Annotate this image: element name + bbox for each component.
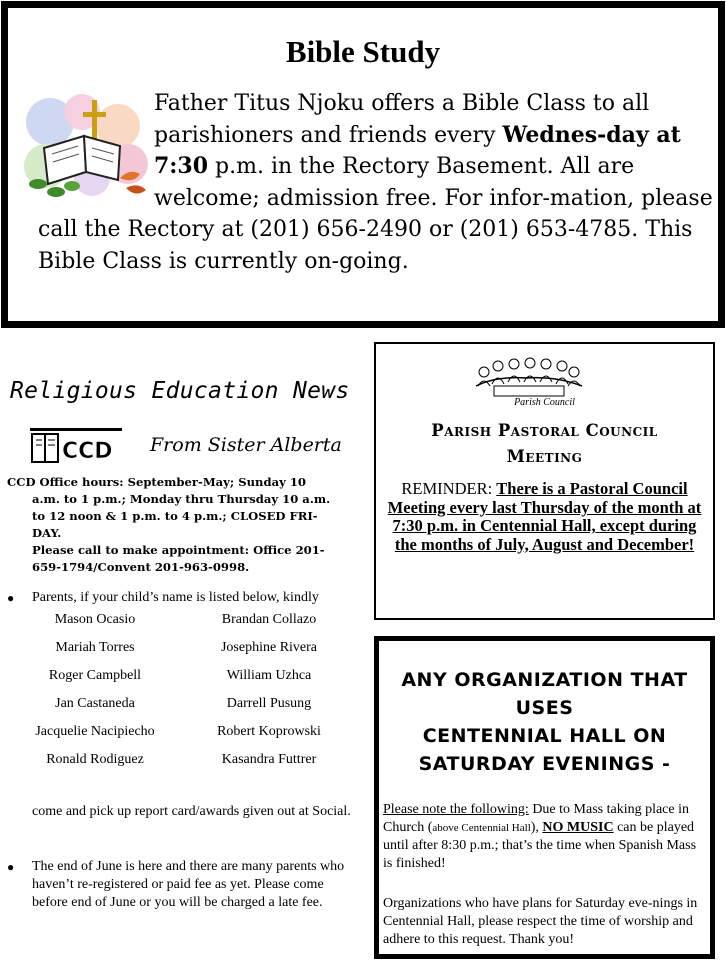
note-text: Due to Mass taking place in Church ( (383, 802, 689, 835)
student-name: Jan Castaneda (55, 696, 135, 711)
bullet-report-card (7, 589, 367, 609)
office-hours-line: 659-1794/Convent 201-963-0998. (32, 560, 250, 574)
parish-council-box (374, 342, 715, 620)
bible-text-part1: Father Titus Njoku offers a Bible Class to all parishioners and friends every (154, 91, 650, 148)
student-names-list (10, 611, 365, 779)
bullet-dot-icon: ● (7, 860, 15, 874)
title-line: SATURDAY EVENINGS - (418, 753, 671, 775)
note-small-text: above Centennial Hall (432, 822, 531, 834)
student-name: Ronald Rodiguez (46, 752, 144, 767)
note-text: can be played until after 8:30 p.m.; that’s the time when Spanish Mass is finished! (383, 820, 697, 871)
note-label: Please note the following: (383, 802, 529, 817)
organization-note (383, 801, 703, 873)
organization-request-text: Organizations who have plans for Saturday eve-nings in Centennial Hall, please respect the time of worship and adhere to this request. Thank you! (383, 896, 698, 947)
reminder-text: There is a Pastoral Council Meeting every last Thursday of the month at 7:30 p.m. in Centennial Hall, except during the months of July, August and December! (387, 479, 702, 554)
from-sister-alberta: From Sister Alberta (150, 434, 342, 456)
student-name: Kasandra Futtrer (221, 752, 317, 767)
title-line: CENTENNIAL HALL ON (422, 725, 667, 747)
name-row (10, 639, 365, 667)
name-row (10, 695, 365, 723)
bible-text-bold: Wednes-day at 7:30 (154, 121, 681, 179)
student-name: Brandan Collazo (221, 612, 317, 627)
parish-council-people-icon (474, 356, 584, 400)
note-text: ), (530, 820, 543, 835)
name-row (10, 667, 365, 695)
parish-council-title (376, 418, 713, 470)
student-name: Roger Campbell (48, 668, 142, 683)
office-hours-line: to 12 noon & 1 p.m. to 4 p.m.; CLOSED FRI- (32, 509, 318, 523)
ccd-logo-text: CCD (62, 439, 113, 464)
organization-notice-box (374, 636, 715, 959)
organization-notice-title (379, 666, 710, 778)
no-music-text: NO MUSIC (542, 820, 614, 835)
student-name: Mason Ocasio (54, 612, 136, 627)
office-hours-line: Please call to make appointment: Office 201- (32, 543, 325, 557)
title-line: ANY ORGANIZATION THAT (401, 669, 688, 691)
student-name: William Uzhca (226, 668, 312, 683)
bible-study-title: Bible Study (285, 34, 441, 69)
religious-education-heading: Religious Education News (10, 378, 350, 404)
title-line: Parish Pastoral Council (431, 421, 658, 440)
bullet-end-of-june (7, 858, 367, 938)
student-name: Jacquelie Nacipiecho (35, 724, 155, 739)
bible-study-box (1, 1, 725, 328)
student-name: Darrell Pusung (226, 696, 312, 711)
name-row (10, 723, 365, 751)
title-line: Meeting (506, 447, 583, 466)
bible-study-text (38, 88, 726, 277)
office-hours-line: a.m. to 1 p.m.; Monday thru Thursday 10 a.m. (32, 492, 331, 506)
name-row (10, 611, 365, 639)
student-name: Robert Koprowski (217, 724, 321, 739)
parish-council-logo-text: Parish Council (514, 397, 575, 408)
title-line: USES (515, 697, 574, 719)
bullet-text: The end of June is here and there are many parents who haven’t re-registered or paid fee as yet. Please come before end of June or you will be charged a late fee. (32, 859, 345, 910)
bible-text-part2: p.m. in the Rectory Basement. All are welcome; admission free. For infor-mation, please call the Rectory at (201) 656-2490 or (201) 653-4785. This Bible Class is currently on-going. (38, 154, 713, 274)
bullet-dot-icon: ● (7, 591, 15, 605)
office-hours-line: CCD Office hours: September-May; Sunday 10 (7, 475, 306, 489)
parish-council-reminder (380, 480, 709, 554)
report-card-text: come and pick up report card/awards given out at Social. (32, 804, 351, 819)
ccd-logo-icon (30, 428, 122, 464)
bullet-text: Parents, if your child’s name is listed below, kindly (32, 590, 319, 605)
name-row (10, 751, 365, 779)
reminder-label: REMINDER: (401, 479, 497, 498)
office-hours-line: DAY. (32, 526, 62, 540)
ccd-office-hours (7, 474, 362, 576)
student-name: Josephine Rivera (220, 640, 318, 655)
student-name: Mariah Torres (55, 640, 135, 655)
